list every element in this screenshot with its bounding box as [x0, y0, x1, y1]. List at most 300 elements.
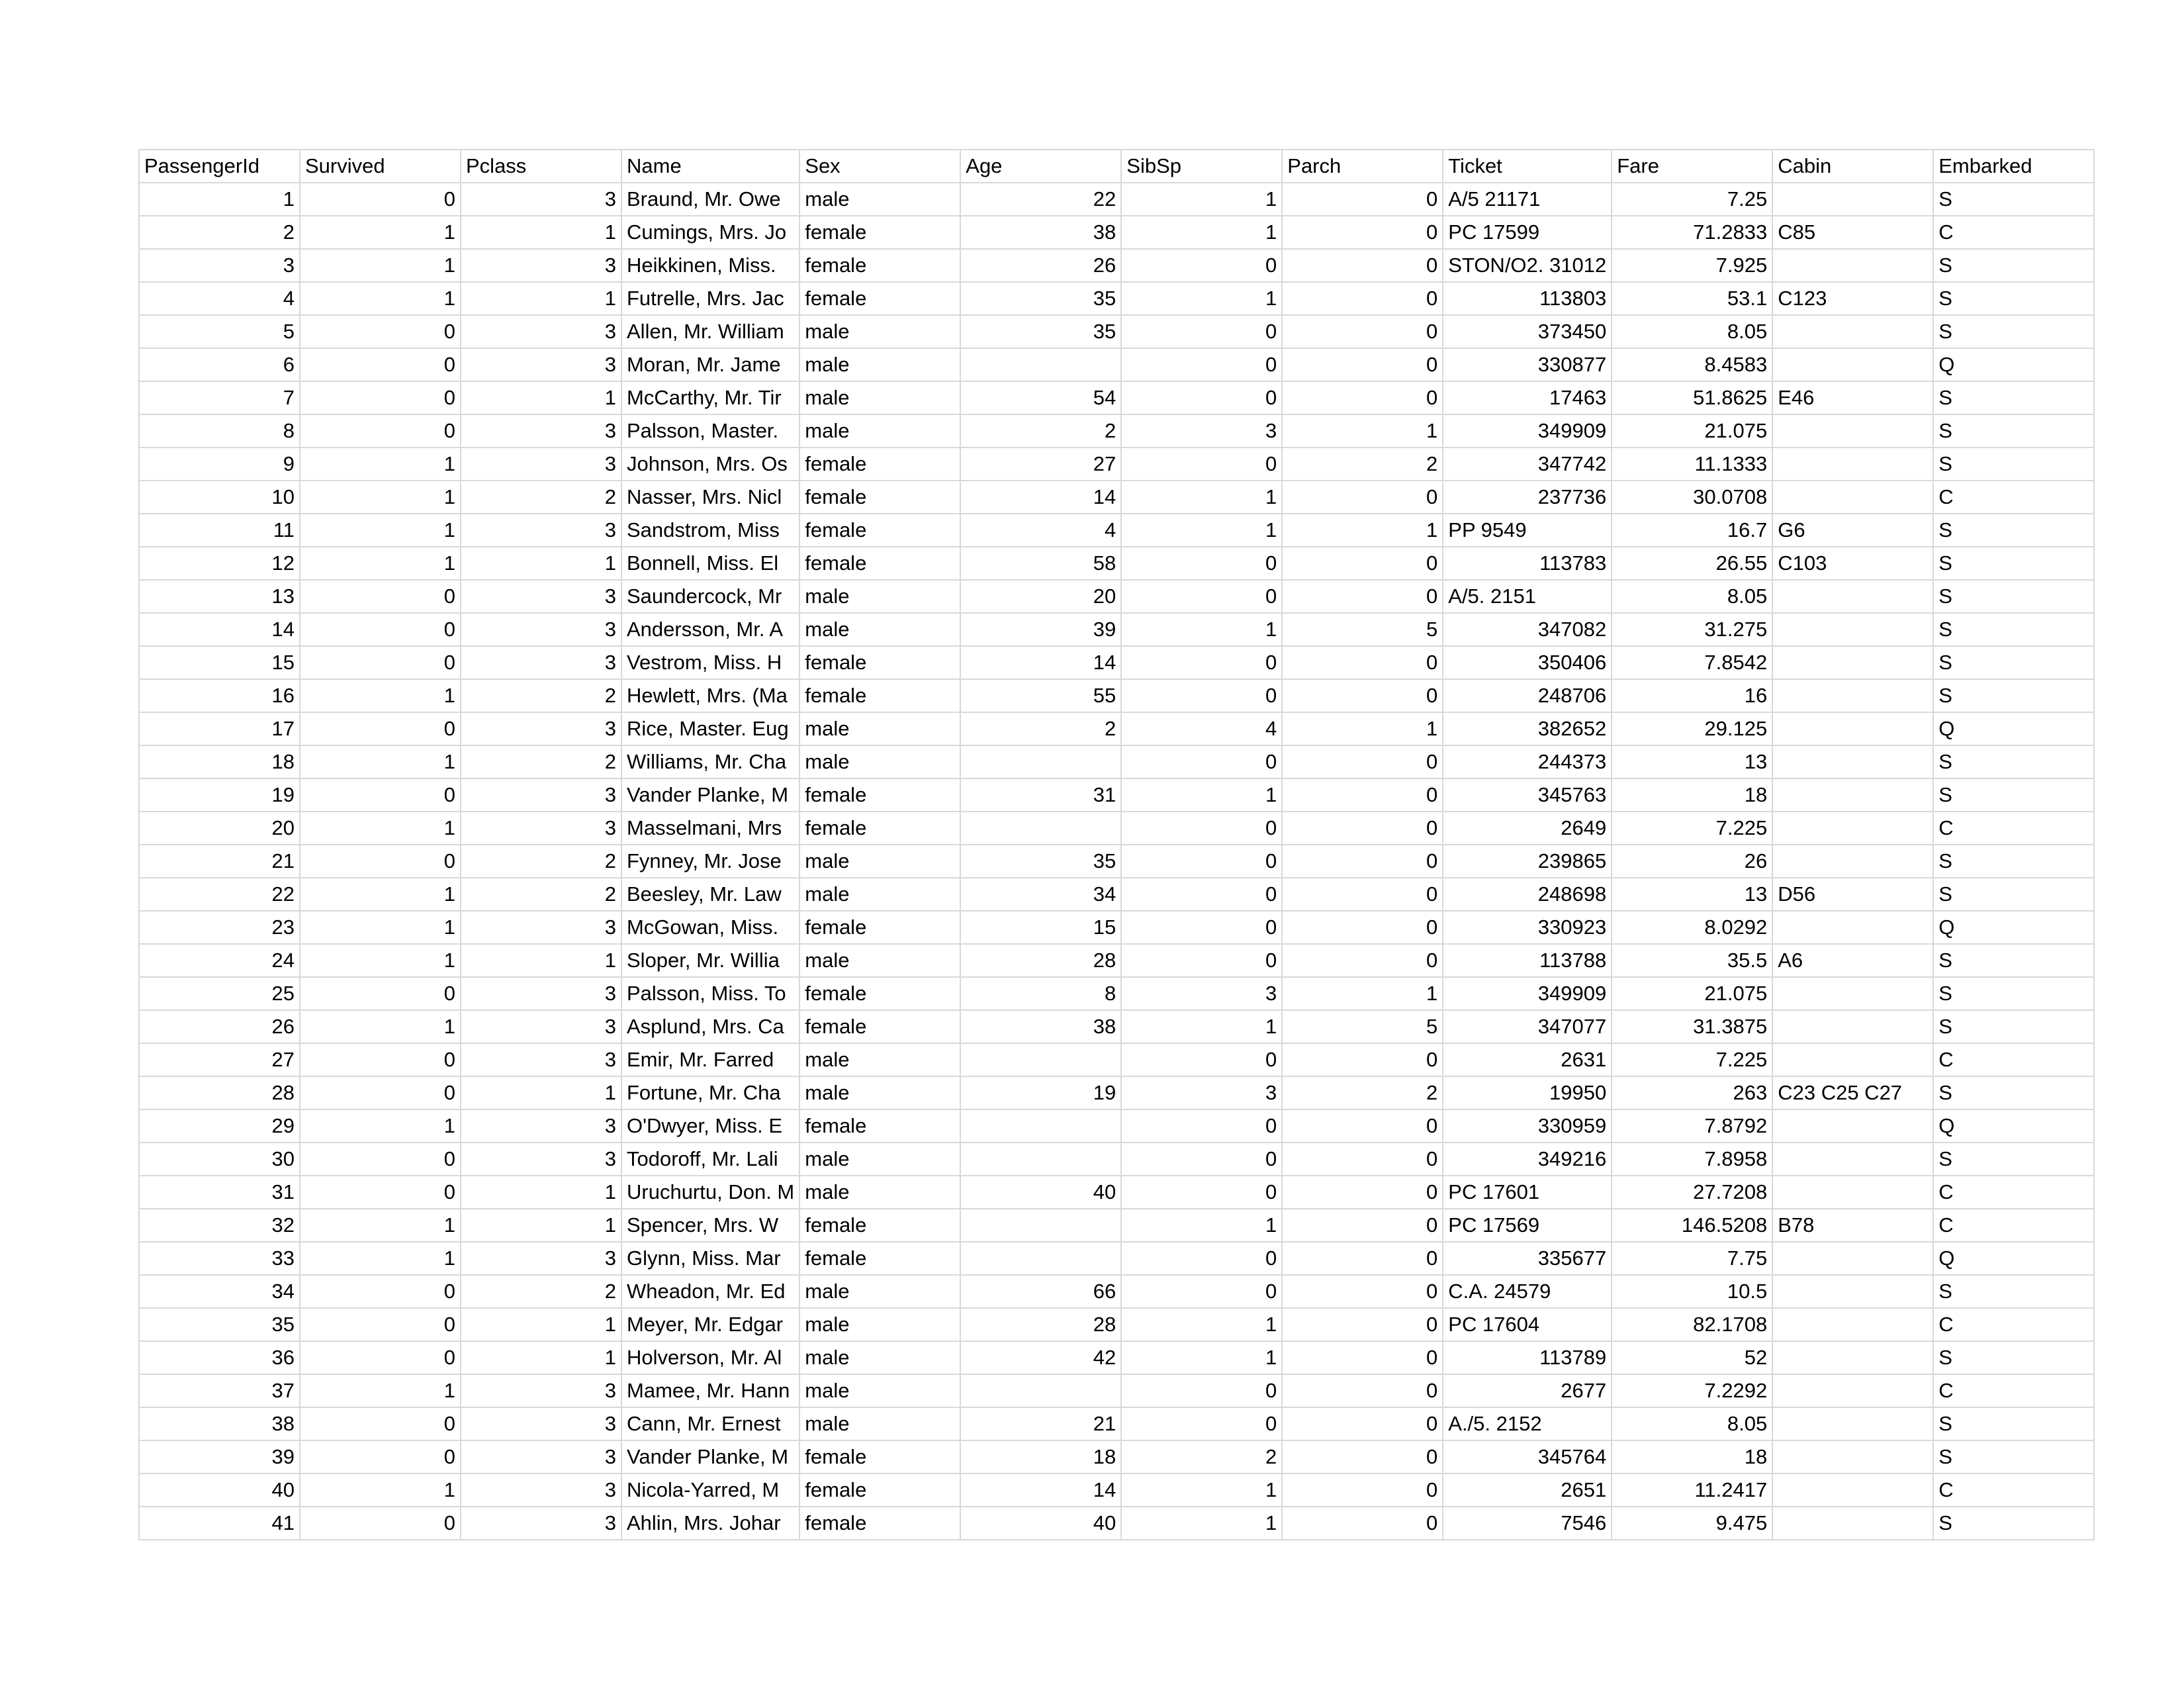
table-cell[interactable]: S: [1933, 414, 2094, 447]
table-cell[interactable]: female: [799, 679, 960, 712]
table-cell[interactable]: 1: [1121, 183, 1282, 216]
table-cell[interactable]: female: [799, 481, 960, 514]
table-cell[interactable]: female: [799, 977, 960, 1010]
table-cell[interactable]: 0: [300, 315, 461, 348]
column-header[interactable]: SibSp: [1121, 150, 1282, 183]
table-cell[interactable]: 3: [461, 812, 621, 845]
table-cell[interactable]: 32: [139, 1209, 300, 1242]
table-cell[interactable]: E46: [1772, 381, 1933, 414]
table-cell[interactable]: S: [1933, 547, 2094, 580]
table-cell[interactable]: female: [799, 249, 960, 282]
table-cell[interactable]: 0: [1282, 745, 1443, 778]
table-cell[interactable]: McCarthy, Mr. Tir: [621, 381, 799, 414]
table-cell[interactable]: 7.75: [1612, 1242, 1772, 1275]
table-cell[interactable]: male: [799, 183, 960, 216]
table-cell[interactable]: 0: [300, 977, 461, 1010]
table-cell[interactable]: 244373: [1443, 745, 1612, 778]
table-cell[interactable]: Futrelle, Mrs. Jac: [621, 282, 799, 315]
table-cell[interactable]: Q: [1933, 1242, 2094, 1275]
table-cell[interactable]: [1772, 845, 1933, 878]
table-cell[interactable]: [1772, 1143, 1933, 1176]
table-cell[interactable]: 41: [139, 1507, 300, 1540]
table-cell[interactable]: 0: [1282, 1407, 1443, 1440]
table-cell[interactable]: 3: [461, 183, 621, 216]
table-cell[interactable]: 22: [139, 878, 300, 911]
table-cell[interactable]: 0: [1121, 1407, 1282, 1440]
table-cell[interactable]: C123: [1772, 282, 1933, 315]
table-cell[interactable]: Glynn, Miss. Mar: [621, 1242, 799, 1275]
table-cell[interactable]: 1: [300, 878, 461, 911]
table-cell[interactable]: 3: [1121, 1076, 1282, 1109]
table-cell[interactable]: male: [799, 315, 960, 348]
table-cell[interactable]: 2: [461, 1275, 621, 1308]
table-cell[interactable]: Fortune, Mr. Cha: [621, 1076, 799, 1109]
table-cell[interactable]: 27: [139, 1043, 300, 1076]
table-cell[interactable]: 66: [960, 1275, 1121, 1308]
table-cell[interactable]: 38: [960, 1010, 1121, 1043]
column-header[interactable]: Parch: [1282, 150, 1443, 183]
table-cell[interactable]: 2677: [1443, 1374, 1612, 1407]
table-cell[interactable]: 3: [461, 911, 621, 944]
table-cell[interactable]: [960, 1374, 1121, 1407]
table-cell[interactable]: Heikkinen, Miss.: [621, 249, 799, 282]
table-cell[interactable]: 21.075: [1612, 977, 1772, 1010]
table-cell[interactable]: 51.8625: [1612, 381, 1772, 414]
table-cell[interactable]: 349216: [1443, 1143, 1612, 1176]
table-cell[interactable]: 21: [139, 845, 300, 878]
table-cell[interactable]: 3: [461, 249, 621, 282]
table-cell[interactable]: 71.2833: [1612, 216, 1772, 249]
table-cell[interactable]: male: [799, 944, 960, 977]
table-cell[interactable]: 0: [300, 1308, 461, 1341]
table-cell[interactable]: 248706: [1443, 679, 1612, 712]
table-cell[interactable]: 0: [1121, 447, 1282, 481]
table-cell[interactable]: 0: [300, 845, 461, 878]
table-cell[interactable]: C: [1933, 1209, 2094, 1242]
table-cell[interactable]: 8.4583: [1612, 348, 1772, 381]
table-cell[interactable]: [1772, 1242, 1933, 1275]
table-cell[interactable]: 347077: [1443, 1010, 1612, 1043]
table-cell[interactable]: 14: [960, 646, 1121, 679]
table-cell[interactable]: 3: [461, 1010, 621, 1043]
table-cell[interactable]: 8: [139, 414, 300, 447]
table-cell[interactable]: 0: [1121, 944, 1282, 977]
table-cell[interactable]: Rice, Master. Eug: [621, 712, 799, 745]
table-cell[interactable]: 1: [461, 1076, 621, 1109]
table-cell[interactable]: 0: [300, 613, 461, 646]
table-cell[interactable]: 30.0708: [1612, 481, 1772, 514]
table-cell[interactable]: 1: [461, 547, 621, 580]
table-cell[interactable]: 3: [461, 1440, 621, 1474]
table-cell[interactable]: female: [799, 812, 960, 845]
table-cell[interactable]: 28: [960, 1308, 1121, 1341]
table-cell[interactable]: O'Dwyer, Miss. E: [621, 1109, 799, 1143]
table-cell[interactable]: 0: [300, 348, 461, 381]
table-cell[interactable]: C: [1933, 1374, 2094, 1407]
table-cell[interactable]: male: [799, 1043, 960, 1076]
table-cell[interactable]: 0: [1282, 911, 1443, 944]
table-cell[interactable]: 2: [461, 745, 621, 778]
table-cell[interactable]: male: [799, 1176, 960, 1209]
table-cell[interactable]: 0: [1282, 183, 1443, 216]
table-cell[interactable]: 7.225: [1612, 812, 1772, 845]
table-cell[interactable]: 1: [461, 944, 621, 977]
table-cell[interactable]: male: [799, 580, 960, 613]
table-cell[interactable]: 0: [1121, 547, 1282, 580]
table-cell[interactable]: 20: [139, 812, 300, 845]
table-cell[interactable]: Todoroff, Mr. Lali: [621, 1143, 799, 1176]
table-cell[interactable]: 3: [461, 1242, 621, 1275]
column-header[interactable]: Name: [621, 150, 799, 183]
column-header[interactable]: Sex: [799, 150, 960, 183]
table-cell[interactable]: 248698: [1443, 878, 1612, 911]
table-cell[interactable]: [1772, 1374, 1933, 1407]
table-cell[interactable]: Wheadon, Mr. Ed: [621, 1275, 799, 1308]
table-cell[interactable]: [1772, 712, 1933, 745]
table-cell[interactable]: 1: [1282, 977, 1443, 1010]
table-cell[interactable]: 0: [1282, 249, 1443, 282]
table-cell[interactable]: 26: [960, 249, 1121, 282]
table-cell[interactable]: 3: [461, 315, 621, 348]
table-cell[interactable]: 3: [461, 514, 621, 547]
table-cell[interactable]: 0: [300, 1440, 461, 1474]
table-cell[interactable]: 0: [1121, 348, 1282, 381]
table-cell[interactable]: Nicola-Yarred, M: [621, 1474, 799, 1507]
table-cell[interactable]: 0: [1282, 1308, 1443, 1341]
table-cell[interactable]: McGowan, Miss.: [621, 911, 799, 944]
table-cell[interactable]: S: [1933, 447, 2094, 481]
table-cell[interactable]: Meyer, Mr. Edgar: [621, 1308, 799, 1341]
table-cell[interactable]: 2: [461, 845, 621, 878]
table-cell[interactable]: 3: [1121, 414, 1282, 447]
table-cell[interactable]: C85: [1772, 216, 1933, 249]
table-cell[interactable]: [1772, 1474, 1933, 1507]
table-cell[interactable]: S: [1933, 878, 2094, 911]
table-cell[interactable]: S: [1933, 580, 2094, 613]
table-cell[interactable]: 4: [960, 514, 1121, 547]
table-cell[interactable]: 3: [461, 613, 621, 646]
table-cell[interactable]: Spencer, Mrs. W: [621, 1209, 799, 1242]
table-cell[interactable]: 58: [960, 547, 1121, 580]
table-cell[interactable]: female: [799, 1507, 960, 1540]
table-cell[interactable]: 16.7: [1612, 514, 1772, 547]
table-cell[interactable]: [960, 1143, 1121, 1176]
table-cell[interactable]: Vestrom, Miss. H: [621, 646, 799, 679]
table-cell[interactable]: [960, 1109, 1121, 1143]
table-cell[interactable]: 0: [1282, 1209, 1443, 1242]
table-cell[interactable]: 1: [461, 1209, 621, 1242]
table-cell[interactable]: [960, 1242, 1121, 1275]
table-cell[interactable]: 18: [1612, 778, 1772, 812]
table-cell[interactable]: [1772, 1176, 1933, 1209]
table-cell[interactable]: 35: [960, 315, 1121, 348]
table-cell[interactable]: S: [1933, 282, 2094, 315]
table-cell[interactable]: 1: [1121, 216, 1282, 249]
table-cell[interactable]: male: [799, 1076, 960, 1109]
table-cell[interactable]: male: [799, 878, 960, 911]
table-cell[interactable]: 1: [1121, 481, 1282, 514]
table-cell[interactable]: Braund, Mr. Owe: [621, 183, 799, 216]
table-cell[interactable]: 0: [1282, 679, 1443, 712]
table-cell[interactable]: 1: [1121, 1474, 1282, 1507]
table-cell[interactable]: S: [1933, 745, 2094, 778]
table-cell[interactable]: S: [1933, 1275, 2094, 1308]
table-cell[interactable]: 3: [461, 414, 621, 447]
table-cell[interactable]: 22: [960, 183, 1121, 216]
table-cell[interactable]: Saundercock, Mr: [621, 580, 799, 613]
table-cell[interactable]: 33: [139, 1242, 300, 1275]
column-header[interactable]: Cabin: [1772, 150, 1933, 183]
table-cell[interactable]: C23 C25 C27: [1772, 1076, 1933, 1109]
table-cell[interactable]: 0: [1282, 1176, 1443, 1209]
table-cell[interactable]: C: [1933, 481, 2094, 514]
table-cell[interactable]: female: [799, 646, 960, 679]
table-cell[interactable]: 0: [1282, 381, 1443, 414]
table-cell[interactable]: Allen, Mr. William: [621, 315, 799, 348]
table-cell[interactable]: S: [1933, 1440, 2094, 1474]
column-header[interactable]: Ticket: [1443, 150, 1612, 183]
table-cell[interactable]: 1: [300, 1374, 461, 1407]
table-cell[interactable]: 330959: [1443, 1109, 1612, 1143]
table-cell[interactable]: 52: [1612, 1341, 1772, 1374]
table-cell[interactable]: 1: [300, 1242, 461, 1275]
table-cell[interactable]: female: [799, 1242, 960, 1275]
table-cell[interactable]: 1: [1121, 1010, 1282, 1043]
table-cell[interactable]: Q: [1933, 1109, 2094, 1143]
table-cell[interactable]: STON/O2. 31012: [1443, 249, 1612, 282]
table-cell[interactable]: 113788: [1443, 944, 1612, 977]
table-cell[interactable]: female: [799, 547, 960, 580]
table-cell[interactable]: 347742: [1443, 447, 1612, 481]
table-cell[interactable]: 382652: [1443, 712, 1612, 745]
table-cell[interactable]: 0: [1282, 646, 1443, 679]
table-cell[interactable]: male: [799, 1374, 960, 1407]
table-cell[interactable]: 1: [300, 1474, 461, 1507]
table-cell[interactable]: 40: [960, 1507, 1121, 1540]
table-cell[interactable]: 1: [300, 481, 461, 514]
table-cell[interactable]: 16: [139, 679, 300, 712]
table-cell[interactable]: 1: [300, 514, 461, 547]
table-cell[interactable]: S: [1933, 1076, 2094, 1109]
table-cell[interactable]: 1: [300, 1109, 461, 1143]
table-cell[interactable]: Masselmani, Mrs: [621, 812, 799, 845]
table-cell[interactable]: Johnson, Mrs. Os: [621, 447, 799, 481]
table-cell[interactable]: [1772, 315, 1933, 348]
table-cell[interactable]: 8.05: [1612, 315, 1772, 348]
table-cell[interactable]: 1: [300, 282, 461, 315]
table-cell[interactable]: [1772, 1109, 1933, 1143]
table-cell[interactable]: male: [799, 414, 960, 447]
table-cell[interactable]: 0: [1282, 348, 1443, 381]
table-cell[interactable]: 373450: [1443, 315, 1612, 348]
table-cell[interactable]: female: [799, 1474, 960, 1507]
table-cell[interactable]: [1772, 745, 1933, 778]
table-cell[interactable]: 35.5: [1612, 944, 1772, 977]
table-cell[interactable]: [1772, 183, 1933, 216]
table-cell[interactable]: 38: [960, 216, 1121, 249]
table-cell[interactable]: male: [799, 1143, 960, 1176]
table-cell[interactable]: [1772, 1507, 1933, 1540]
table-cell[interactable]: S: [1933, 249, 2094, 282]
table-cell[interactable]: 0: [1121, 315, 1282, 348]
table-cell[interactable]: male: [799, 745, 960, 778]
table-cell[interactable]: [1772, 1275, 1933, 1308]
table-cell[interactable]: [960, 745, 1121, 778]
table-cell[interactable]: 21: [960, 1407, 1121, 1440]
table-cell[interactable]: [960, 812, 1121, 845]
table-cell[interactable]: PC 17569: [1443, 1209, 1612, 1242]
table-cell[interactable]: 1: [1121, 1209, 1282, 1242]
table-cell[interactable]: male: [799, 1275, 960, 1308]
table-cell[interactable]: male: [799, 348, 960, 381]
table-cell[interactable]: S: [1933, 1507, 2094, 1540]
table-cell[interactable]: Nasser, Mrs. Nicl: [621, 481, 799, 514]
table-cell[interactable]: G6: [1772, 514, 1933, 547]
table-cell[interactable]: Uruchurtu, Don. M: [621, 1176, 799, 1209]
table-cell[interactable]: 24: [139, 944, 300, 977]
table-cell[interactable]: male: [799, 1407, 960, 1440]
table-cell[interactable]: 5: [1282, 613, 1443, 646]
table-cell[interactable]: 20: [960, 580, 1121, 613]
table-cell[interactable]: Cann, Mr. Ernest: [621, 1407, 799, 1440]
table-cell[interactable]: 1: [461, 282, 621, 315]
table-cell[interactable]: 29.125: [1612, 712, 1772, 745]
table-cell[interactable]: 0: [1282, 944, 1443, 977]
table-cell[interactable]: 1: [1282, 414, 1443, 447]
table-cell[interactable]: 3: [461, 1507, 621, 1540]
table-cell[interactable]: 0: [1121, 646, 1282, 679]
table-cell[interactable]: S: [1933, 1143, 2094, 1176]
table-cell[interactable]: S: [1933, 613, 2094, 646]
table-cell[interactable]: Emir, Mr. Farred: [621, 1043, 799, 1076]
table-cell[interactable]: C: [1933, 812, 2094, 845]
table-cell[interactable]: 1: [300, 447, 461, 481]
column-header[interactable]: Age: [960, 150, 1121, 183]
table-cell[interactable]: 0: [1282, 1242, 1443, 1275]
table-cell[interactable]: 0: [1282, 1507, 1443, 1540]
table-cell[interactable]: 26.55: [1612, 547, 1772, 580]
table-cell[interactable]: female: [799, 1209, 960, 1242]
table-cell[interactable]: 5: [139, 315, 300, 348]
table-cell[interactable]: 0: [1121, 1043, 1282, 1076]
table-cell[interactable]: Q: [1933, 911, 2094, 944]
table-cell[interactable]: 42: [960, 1341, 1121, 1374]
table-cell[interactable]: 35: [960, 845, 1121, 878]
table-cell[interactable]: 0: [1282, 547, 1443, 580]
table-cell[interactable]: 0: [1121, 845, 1282, 878]
table-cell[interactable]: female: [799, 447, 960, 481]
table-cell[interactable]: Q: [1933, 348, 2094, 381]
table-cell[interactable]: 349909: [1443, 977, 1612, 1010]
table-cell[interactable]: Palsson, Miss. To: [621, 977, 799, 1010]
table-cell[interactable]: 1: [1121, 514, 1282, 547]
table-cell[interactable]: 39: [139, 1440, 300, 1474]
table-cell[interactable]: S: [1933, 845, 2094, 878]
table-cell[interactable]: 14: [960, 481, 1121, 514]
table-cell[interactable]: 21.075: [1612, 414, 1772, 447]
table-cell[interactable]: 10: [139, 481, 300, 514]
table-cell[interactable]: 113789: [1443, 1341, 1612, 1374]
table-cell[interactable]: S: [1933, 944, 2094, 977]
table-cell[interactable]: 0: [300, 712, 461, 745]
table-cell[interactable]: 13: [139, 580, 300, 613]
column-header[interactable]: Embarked: [1933, 150, 2094, 183]
table-cell[interactable]: 350406: [1443, 646, 1612, 679]
table-cell[interactable]: female: [799, 778, 960, 812]
table-cell[interactable]: 39: [960, 613, 1121, 646]
table-cell[interactable]: 0: [300, 1275, 461, 1308]
table-cell[interactable]: 1: [300, 944, 461, 977]
table-cell[interactable]: 54: [960, 381, 1121, 414]
table-cell[interactable]: 0: [1121, 1143, 1282, 1176]
table-cell[interactable]: 0: [1121, 1242, 1282, 1275]
table-cell[interactable]: 0: [1121, 1374, 1282, 1407]
table-cell[interactable]: Holverson, Mr. Al: [621, 1341, 799, 1374]
table-cell[interactable]: A./5. 2152: [1443, 1407, 1612, 1440]
table-cell[interactable]: 8.05: [1612, 1407, 1772, 1440]
table-cell[interactable]: 0: [1121, 878, 1282, 911]
table-cell[interactable]: 35: [960, 282, 1121, 315]
table-cell[interactable]: 335677: [1443, 1242, 1612, 1275]
table-cell[interactable]: 7.25: [1612, 183, 1772, 216]
table-cell[interactable]: 25: [139, 977, 300, 1010]
table-cell[interactable]: 0: [1282, 1440, 1443, 1474]
column-header[interactable]: Survived: [300, 150, 461, 183]
table-cell[interactable]: 3: [461, 1374, 621, 1407]
table-cell[interactable]: 0: [1282, 1474, 1443, 1507]
table-cell[interactable]: Asplund, Mrs. Ca: [621, 1010, 799, 1043]
table-cell[interactable]: 3: [461, 778, 621, 812]
table-cell[interactable]: 7.8958: [1612, 1143, 1772, 1176]
table-cell[interactable]: female: [799, 216, 960, 249]
table-cell[interactable]: 1: [461, 1308, 621, 1341]
table-cell[interactable]: 1: [1282, 712, 1443, 745]
table-cell[interactable]: 349909: [1443, 414, 1612, 447]
table-cell[interactable]: female: [799, 282, 960, 315]
table-cell[interactable]: [1772, 1308, 1933, 1341]
table-cell[interactable]: 1: [300, 679, 461, 712]
table-cell[interactable]: 3: [461, 580, 621, 613]
table-cell[interactable]: 1: [1121, 613, 1282, 646]
table-cell[interactable]: S: [1933, 1407, 2094, 1440]
table-cell[interactable]: 1: [300, 745, 461, 778]
table-cell[interactable]: 0: [1282, 878, 1443, 911]
table-cell[interactable]: 1: [461, 1176, 621, 1209]
table-cell[interactable]: female: [799, 1010, 960, 1043]
table-cell[interactable]: [960, 1209, 1121, 1242]
table-cell[interactable]: 1: [300, 249, 461, 282]
table-cell[interactable]: 2: [1282, 447, 1443, 481]
table-cell[interactable]: 7.8792: [1612, 1109, 1772, 1143]
table-cell[interactable]: 0: [1282, 282, 1443, 315]
table-cell[interactable]: 31.3875: [1612, 1010, 1772, 1043]
table-cell[interactable]: C103: [1772, 547, 1933, 580]
table-cell[interactable]: male: [799, 1308, 960, 1341]
table-cell[interactable]: 0: [1282, 812, 1443, 845]
table-cell[interactable]: S: [1933, 1341, 2094, 1374]
table-cell[interactable]: 28: [960, 944, 1121, 977]
table-cell[interactable]: Fynney, Mr. Jose: [621, 845, 799, 878]
table-cell[interactable]: 146.5208: [1612, 1209, 1772, 1242]
table-cell[interactable]: 6: [139, 348, 300, 381]
table-cell[interactable]: 40: [139, 1474, 300, 1507]
table-cell[interactable]: 1: [300, 911, 461, 944]
table-cell[interactable]: [1772, 812, 1933, 845]
table-cell[interactable]: male: [799, 712, 960, 745]
table-cell[interactable]: 113783: [1443, 547, 1612, 580]
table-cell[interactable]: Sandstrom, Miss: [621, 514, 799, 547]
table-cell[interactable]: 1: [1121, 282, 1282, 315]
